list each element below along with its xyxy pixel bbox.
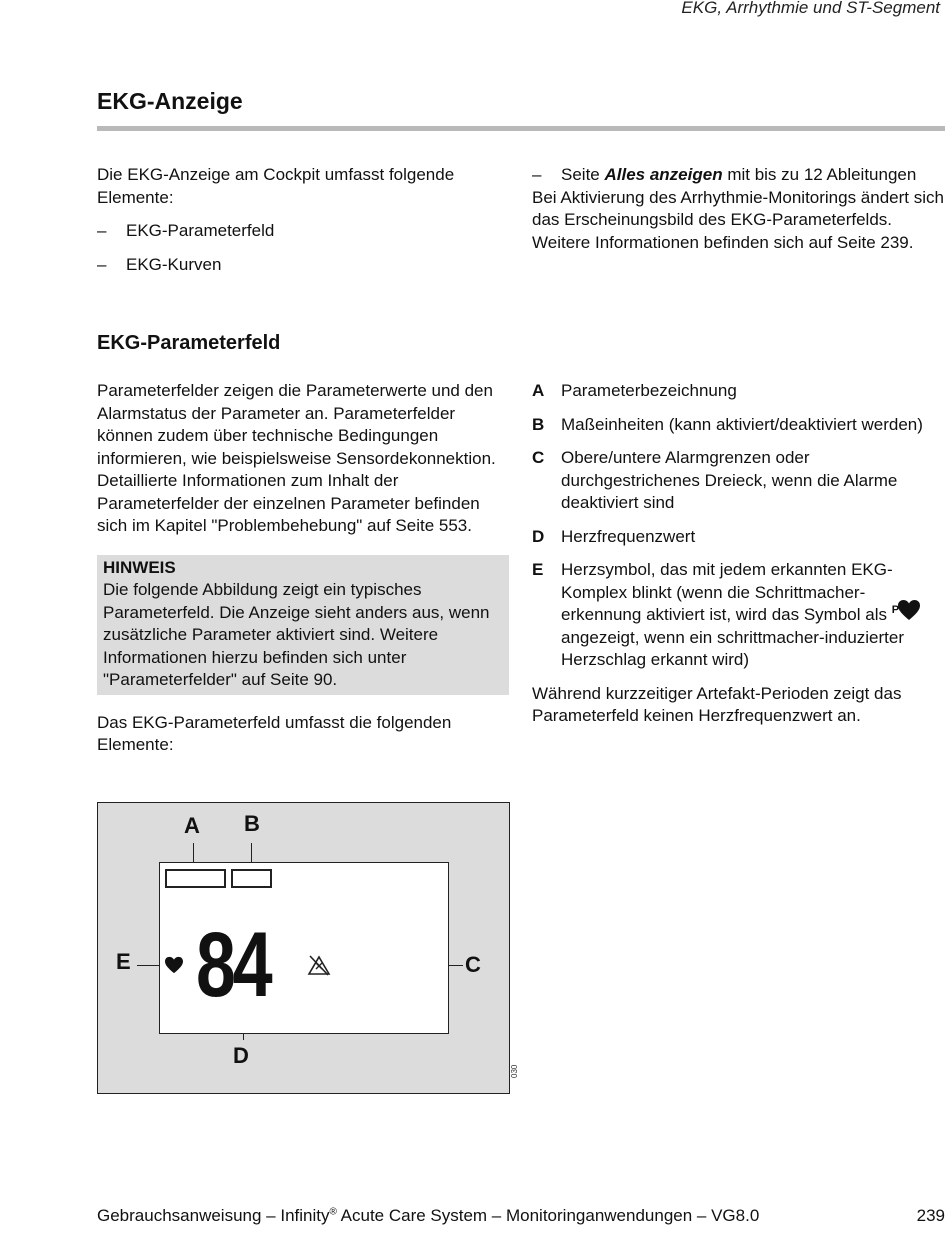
section2-paragraph: Parameterfelder zeigen die Parameterwerte und den Alarmstatus der Parameter an. Parameterfelder können zudem über technische Bedingungen informieren, wie beispielsweise Sensordekonnektion. Detaillierte Informationen zum Inhalt der Parameterfelder der einzelnen Parameter befinden sich im Kapitel "Problembehebung" auf Seite 553.	[97, 381, 496, 535]
section1-left-column	[97, 164, 507, 276]
section1-right-column	[532, 164, 945, 254]
list-item	[97, 254, 507, 277]
legend-item	[532, 447, 945, 515]
pace-label: P	[891, 604, 900, 616]
unit-box	[231, 869, 272, 888]
dash-bullet: –	[97, 254, 107, 274]
figure-label-e: E	[116, 949, 131, 974]
leader-line-e	[137, 965, 161, 966]
note-box	[97, 555, 509, 695]
list-item	[97, 220, 507, 243]
section-title-ekg-parameterfeld: EKG-Parameterfeld	[97, 332, 281, 354]
parameter-field-figure	[97, 802, 510, 1094]
parameter-label-box	[165, 869, 226, 888]
section1-intro: Die EKG-Anzeige am Cockpit umfasst folgende Elemente:	[97, 165, 455, 207]
running-header: EKG, Arrhythmie und ST-Segment	[681, 0, 940, 17]
section-title-ekg-anzeige: EKG-Anzeige	[97, 88, 243, 114]
paced-heart-icon	[892, 605, 920, 623]
section2-left-column	[97, 380, 509, 757]
legend-item	[532, 526, 945, 549]
legend-text	[561, 559, 945, 672]
note-text: Die folgende Abbildung zeigt ein typisches Parameterfeld. Die Anzeige sieht anders aus, wenn zusätzliche Parameter aktiviert sind. Weitere Informationen hierzu befinden sich unter "Parameterfelder" auf Seite 90.	[103, 580, 490, 689]
heart-icon	[164, 956, 184, 979]
legend-letter: B	[532, 414, 545, 434]
dash-bullet: –	[532, 165, 542, 184]
list-item-text: EKG-Parameterfeld	[126, 221, 275, 240]
figure-label-b: B	[244, 811, 260, 836]
figure-label-d: D	[233, 1043, 249, 1068]
figure-label-a: A	[184, 813, 200, 838]
item-emphasis: Alles anzeigen	[604, 165, 723, 184]
legend-letter: C	[532, 448, 545, 467]
figure-label-c: C	[465, 952, 481, 977]
legend-letter: D	[532, 526, 545, 546]
leader-line-b	[251, 843, 252, 863]
legend-text: Obere/untere Alarmgrenzen oder durchgestrichenes Dreieck, wenn die Alarme deaktiviert sind	[561, 448, 898, 512]
legend-item	[532, 414, 945, 437]
alarm-off-icon	[307, 954, 331, 981]
title-rule	[97, 126, 945, 131]
list-item-text	[561, 164, 916, 187]
legend-column	[532, 380, 945, 728]
legend-item	[532, 380, 945, 403]
list-item-text: EKG-Kurven	[126, 254, 222, 274]
item-prefix: Seite	[561, 165, 605, 184]
legend-item	[532, 559, 945, 672]
legend-text-before: Herzsymbol, das mit jedem erkannten EKG-Komplex blinkt (wenn die Schrittmacher-erkennung aktiviert ist, wird das Symbol als	[561, 560, 893, 624]
parameter-field-display	[159, 862, 449, 1034]
note-title: HINWEIS	[103, 557, 176, 577]
item-suffix: mit bis zu 12 Ableitungen	[722, 165, 917, 184]
closing-paragraph: Während kurzzeitiger Artefakt-Perioden zeigt das Parameterfeld keinen Herzfrequenzwert an.	[532, 683, 902, 725]
page-number: 239	[916, 1206, 945, 1225]
section2-elements-intro: Das EKG-Parameterfeld umfasst die folgenden Elemente:	[97, 712, 452, 754]
heart-rate-value: 84	[196, 914, 270, 1016]
leader-line-a	[193, 843, 194, 863]
registered-mark: ®	[329, 1206, 337, 1218]
legend-text-after: angezeigt, wenn ein schrittmacher-induzierter Herzschlag erkannt wird)	[561, 627, 905, 669]
legend-text: Maßeinheiten (kann aktiviert/deaktiviert werden)	[561, 414, 923, 434]
legend-text: Herzfrequenzwert	[561, 526, 696, 546]
legend-letter: A	[532, 381, 545, 400]
footer-text-after: Acute Care System – Monitoringanwendungen – VG8.0	[336, 1206, 760, 1225]
legend-text: Parameterbezeichnung	[561, 381, 737, 400]
list-item	[532, 164, 945, 187]
footer-text-before: Gebrauchsanweisung – Infinity	[97, 1206, 330, 1225]
legend-letter: E	[532, 560, 544, 579]
dash-bullet: –	[97, 221, 107, 240]
footer-text	[97, 1206, 759, 1226]
figure-code: 030	[510, 1064, 519, 1078]
section1-right-paragraph: Bei Aktivierung des Arrhythmie-Monitorings ändert sich das Erscheinungsbild des EKG-Parameterfelds. Weitere Informationen befinden sich auf Seite 239.	[532, 187, 944, 252]
